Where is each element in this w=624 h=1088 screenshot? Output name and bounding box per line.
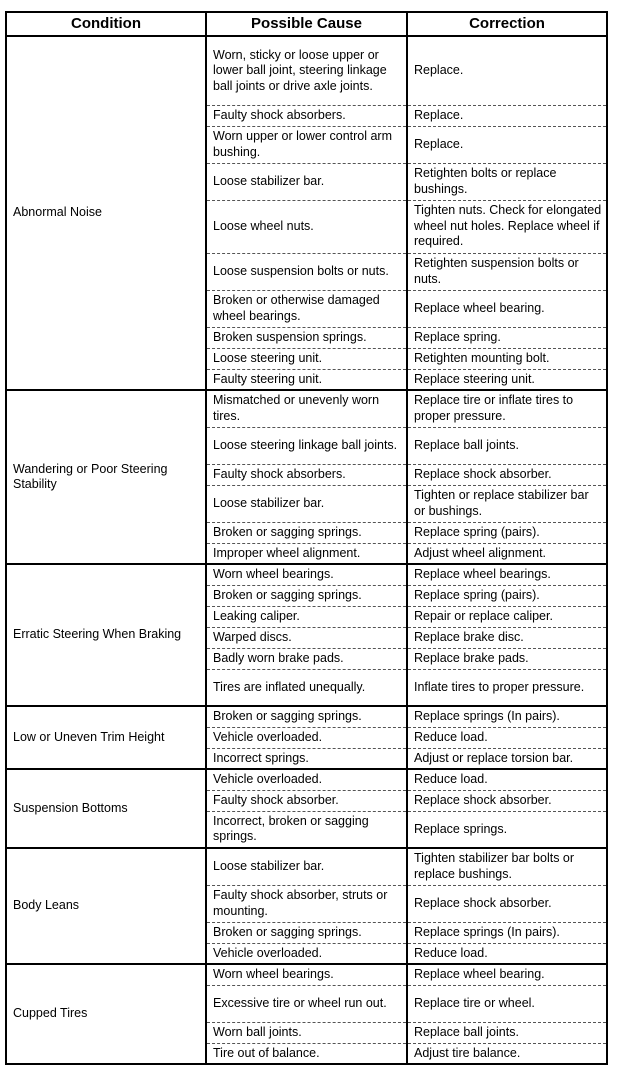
possible-cause-cell: Faulty steering unit. [206,369,407,390]
possible-cause-cell: Loose stabilizer bar. [206,485,407,522]
correction-cell: Replace ball joints. [407,1022,607,1043]
correction-cell: Tighten nuts. Check for elongated wheel nut holes. Replace wheel if required. [407,200,607,253]
possible-cause-cell: Incorrect, broken or sagging springs. [206,811,407,848]
possible-cause-cell: Worn ball joints. [206,1022,407,1043]
possible-cause-cell: Vehicle overloaded. [206,943,407,964]
possible-cause-cell: Improper wheel alignment. [206,543,407,564]
possible-cause-cell: Faulty shock absorber. [206,790,407,811]
possible-cause-cell: Faulty shock absorbers. [206,464,407,485]
correction-cell: Replace brake disc. [407,627,607,648]
correction-cell: Replace. [407,105,607,126]
possible-cause-cell: Warped discs. [206,627,407,648]
correction-cell: Retighten mounting bolt. [407,348,607,369]
correction-cell: Replace wheel bearing. [407,964,607,985]
correction-cell: Replace springs (In pairs). [407,706,607,727]
possible-cause-cell: Tires are inflated unequally. [206,669,407,706]
table-row [6,390,607,427]
condition-cell: Erratic Steering When Braking [6,564,206,706]
correction-cell: Tighten or replace stabilizer bar or bushings. [407,485,607,522]
table-row [6,964,607,985]
possible-cause-cell: Worn wheel bearings. [206,564,407,585]
possible-cause-cell: Worn wheel bearings. [206,964,407,985]
possible-cause-cell: Broken suspension springs. [206,327,407,348]
correction-cell: Replace spring (pairs). [407,585,607,606]
table-row [6,564,607,585]
possible-cause-cell: Broken or sagging springs. [206,706,407,727]
table-row [6,848,607,885]
correction-cell: Replace steering unit. [407,369,607,390]
correction-cell: Retighten bolts or replace bushings. [407,163,607,200]
possible-cause-cell: Vehicle overloaded. [206,727,407,748]
correction-cell: Replace. [407,126,607,163]
diagnosis-table-container [5,11,606,1065]
condition-cell: Abnormal Noise [6,36,206,390]
possible-cause-cell: Broken or sagging springs. [206,522,407,543]
possible-cause-cell: Vehicle overloaded. [206,769,407,790]
correction-cell: Tighten stabilizer bar bolts or replace bushings. [407,848,607,885]
correction-cell: Replace springs (In pairs). [407,922,607,943]
correction-cell: Replace wheel bearing. [407,290,607,327]
correction-cell: Adjust wheel alignment. [407,543,607,564]
possible-cause-cell: Faulty shock absorbers. [206,105,407,126]
header-row [6,12,607,36]
correction-cell: Inflate tires to proper pressure. [407,669,607,706]
correction-cell: Replace tire or wheel. [407,985,607,1022]
correction-cell: Replace spring. [407,327,607,348]
condition-cell: Suspension Bottoms [6,769,206,848]
possible-cause-cell: Loose steering unit. [206,348,407,369]
possible-cause-cell: Faulty shock absorber, struts or mounting. [206,885,407,922]
correction-cell: Reduce load. [407,769,607,790]
correction-cell: Reduce load. [407,943,607,964]
correction-cell: Replace shock absorber. [407,464,607,485]
correction-cell: Replace tire or inflate tires to proper pressure. [407,390,607,427]
table-body [6,36,607,1064]
possible-cause-cell: Broken or otherwise damaged wheel bearings. [206,290,407,327]
condition-cell: Cupped Tires [6,964,206,1064]
correction-cell: Replace. [407,36,607,105]
possible-cause-cell: Broken or sagging springs. [206,585,407,606]
condition-cell: Wandering or Poor Steering Stability [6,390,206,564]
possible-cause-cell: Worn, sticky or loose upper or lower ball joint, steering linkage ball joints or drive axle joints. [206,36,407,105]
possible-cause-cell: Incorrect springs. [206,748,407,769]
possible-cause-cell: Leaking caliper. [206,606,407,627]
possible-cause-cell: Tire out of balance. [206,1043,407,1064]
possible-cause-cell: Loose stabilizer bar. [206,848,407,885]
possible-cause-cell: Loose wheel nuts. [206,200,407,253]
possible-cause-cell: Badly worn brake pads. [206,648,407,669]
correction-cell: Replace springs. [407,811,607,848]
correction-cell: Replace ball joints. [407,427,607,464]
possible-cause-cell: Loose suspension bolts or nuts. [206,253,407,290]
table-header [6,12,607,36]
correction-cell: Replace shock absorber. [407,885,607,922]
condition-cell: Body Leans [6,848,206,964]
possible-cause-cell: Loose stabilizer bar. [206,163,407,200]
suspension-diagnosis-table [5,11,608,1065]
correction-cell: Replace spring (pairs). [407,522,607,543]
possible-cause-cell: Worn upper or lower control arm bushing. [206,126,407,163]
header-condition: Condition [6,12,206,36]
correction-cell: Adjust tire balance. [407,1043,607,1064]
condition-cell: Low or Uneven Trim Height [6,706,206,769]
table-row [6,36,607,105]
possible-cause-cell: Loose steering linkage ball joints. [206,427,407,464]
correction-cell: Replace shock absorber. [407,790,607,811]
correction-cell: Reduce load. [407,727,607,748]
table-row [6,706,607,727]
correction-cell: Replace wheel bearings. [407,564,607,585]
possible-cause-cell: Mismatched or unevenly worn tires. [206,390,407,427]
correction-cell: Replace brake pads. [407,648,607,669]
header-possible-cause: Possible Cause [206,12,407,36]
correction-cell: Repair or replace caliper. [407,606,607,627]
table-row [6,769,607,790]
correction-cell: Adjust or replace torsion bar. [407,748,607,769]
possible-cause-cell: Broken or sagging springs. [206,922,407,943]
correction-cell: Retighten suspension bolts or nuts. [407,253,607,290]
possible-cause-cell: Excessive tire or wheel run out. [206,985,407,1022]
header-correction: Correction [407,12,607,36]
